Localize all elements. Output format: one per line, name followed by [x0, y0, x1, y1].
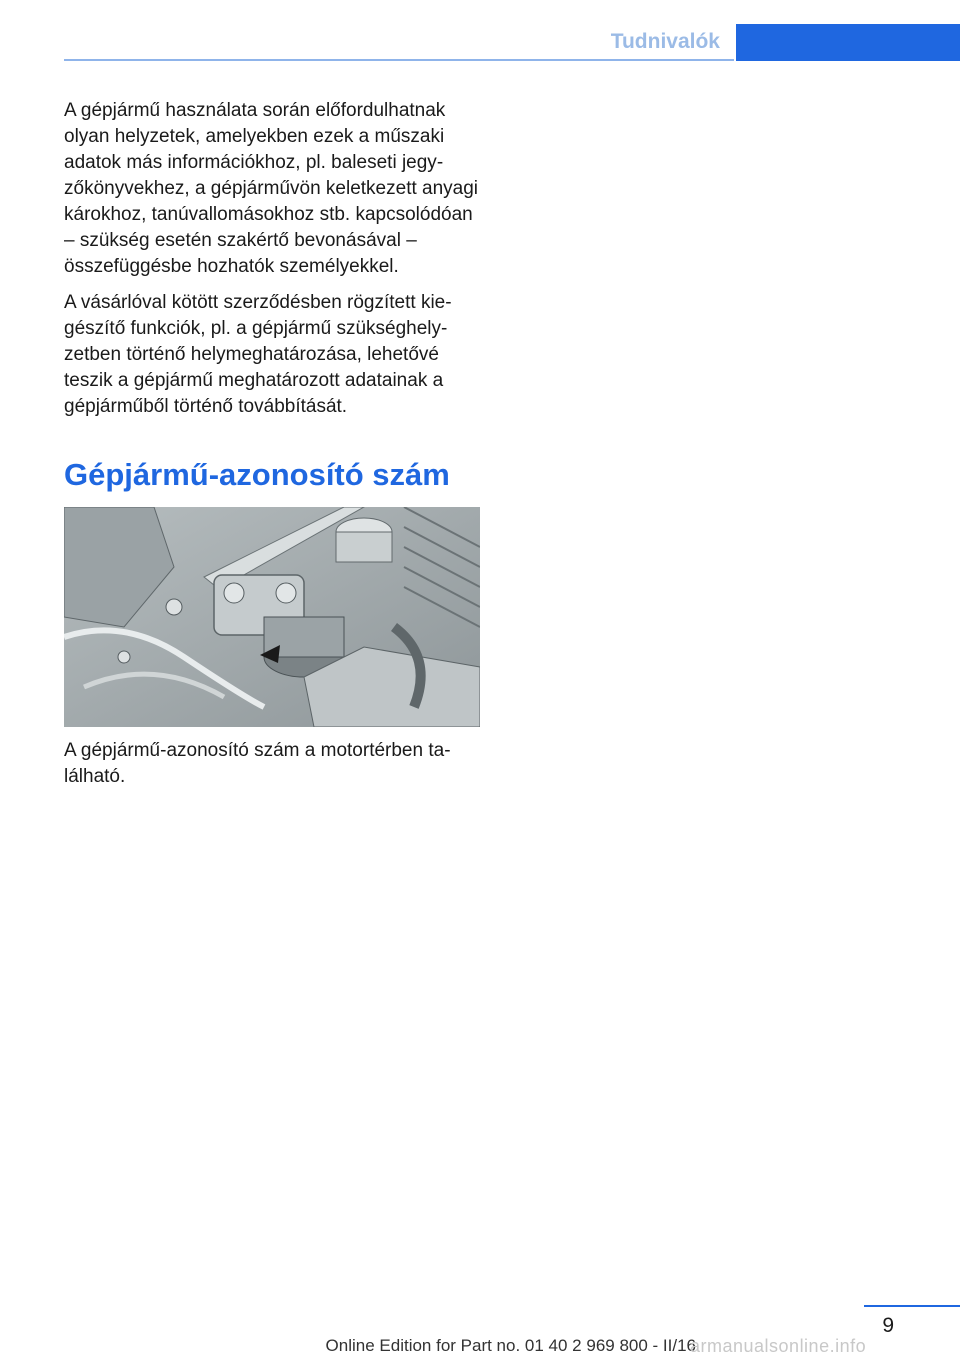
photo-caption: A gépjármű-azonosító szám a motortérben található.	[64, 740, 451, 787]
header-accent-block	[736, 24, 960, 61]
page-number: 9	[882, 1314, 894, 1337]
body-paragraph: A vásárlóval kötött szerződésben rögzített kiegészítő funkciók, pl. a gépjármű szükséghelyzetben történő helymeghatározása, lehetővé teszik a gépjármű meghatározott adatainak a gépjárműből történő továbbítását.	[64, 292, 452, 417]
body-text	[64, 98, 482, 430]
footer-rule	[864, 1305, 960, 1307]
watermark: armanualsonline.info	[690, 1336, 867, 1356]
header-rule	[64, 59, 734, 61]
footer-edition: Online Edition for Part no. 01 40 2 969 800 - II/16	[325, 1336, 696, 1355]
header-section-label: Tudnivalók	[610, 30, 720, 53]
section-title: Gépjármű-azonosító szám	[64, 457, 450, 492]
engine-bay-photo	[64, 507, 480, 727]
body-paragraph: A gépjármű használata során előfordulhatnak olyan helyzetek, amelyekben ezek a műszaki adatok más információkhoz, pl. baleseti jegyzőkönyvekhez, a gépjárművön keletkezett anyagi károkhoz, tanúvallomásokhoz stb. kapcsolódóan – szükség esetén szakértő bevonásával – összefüggésbe hozhatók személyekkel.	[64, 100, 479, 277]
engine-bay-illustration	[64, 507, 480, 727]
